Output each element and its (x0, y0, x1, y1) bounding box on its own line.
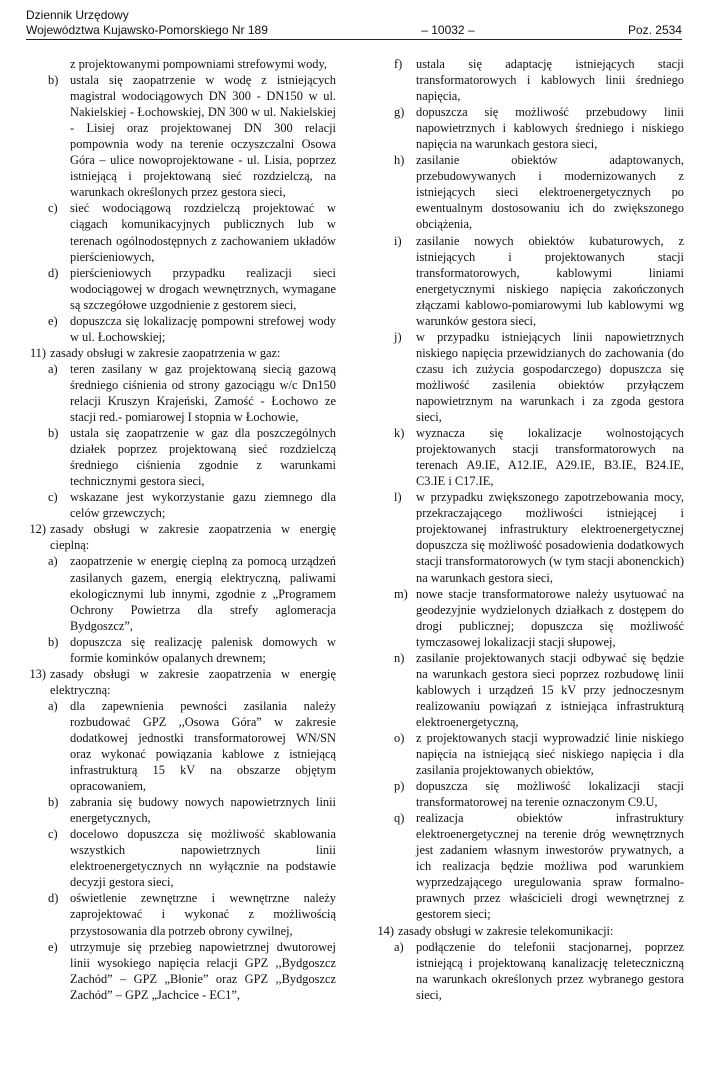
list-item (394, 425, 684, 489)
list-item (394, 810, 684, 922)
list-item-marker: c) (48, 490, 58, 505)
list-item-text: zabrania się budowy nowych napowietrznych linii energetycznych, (70, 795, 336, 826)
list-item-marker: h) (394, 153, 405, 168)
list-items-10 (24, 72, 336, 345)
point-marker: 14) (377, 923, 394, 938)
continued-text: z projektowanymi pompowniami strefowymi wody, (70, 57, 327, 71)
list-item-marker: i) (394, 233, 402, 248)
list-item-text: dopuszcza się możliwość lokalizacji stacji transformatorowej na terenie oznaczonym C9.U, (416, 779, 684, 810)
list-item-text: pierścieniowych przypadku realizacji sieci wodociągowej w drogach wewnętrznych, wymagane są szczegółowe uzgodnienie z gestorem sieci, (70, 265, 336, 312)
list-item-text: zasilanie projektowanych stacji odbywać się będzie na warunkach gestora sieci poprzez rozbudowę linii kablowych i urządzeń 15 kV przy jednoczesnym realizowaniu powiązań z istniejąca infrastrukturą elektroenergetyczną, (416, 650, 684, 729)
list-item-text: teren zasilany w gaz projektowaną siecią gazową średniego ciśnienia od strony gazociągu w/c Dn150 relacji Kruszyn Krajeński, Zamość - Łochowo ze stacji red.- pomiarowej I stopnia w Łochowie, (70, 361, 336, 425)
list-item-text: zasilanie obiektów adaptowanych, przebudowywanych i modernizowanych z istniejących sieci elektroenergetycznych po ewentualnym dostosowaniu ich do zwiększonego obciążenia, (416, 153, 684, 232)
list-item (48, 826, 336, 890)
point-text: zasady obsługi w zakresie zaopatrzenia w energię cieplną: (50, 522, 336, 553)
list-item-marker: a) (48, 698, 58, 713)
list-item-marker: d) (48, 265, 59, 280)
list-item-text: w przypadku istniejących linii napowietrznych niskiego napięcia przewidzianych do zachowania (do czasu ich zużycia gospodarczego) dopuszcza się możliwość zasilenia obiektów przyłączem napowietrznym na warunkach i za zgoda gestora sieci, (416, 329, 684, 425)
point-marker: 12) (29, 522, 46, 537)
position-number: Poz. 2534 (627, 23, 682, 37)
list-item (394, 489, 684, 585)
list-item (394, 104, 684, 152)
list-item-text: zasilanie nowych obiektów kubaturowych, z istniejących i projektowanych stacji transformatorowych, kablowymi liniami energetycznymi niskiego napięcia zakończonych złączami kablowo-pomiarowymi lub kablowymi wg warunków gestora sieci, (416, 233, 684, 328)
list-item-text: dopuszcza się możliwość przebudowy linii napowietrznych i kablowych średniego i niskiego napięcia na warunkach gestora sieci, (416, 105, 684, 152)
list-item-text: wyznacza się lokalizacje wolnostojących projektowanych stacji transformatorowych na terenach A9.IE, A12.IE, A29.IE, B3.IE, B24.IE, C3.IE i C17.IE, (416, 426, 684, 489)
list-item-marker: q) (394, 811, 405, 826)
list-item-marker: b) (48, 73, 59, 88)
list-item-text: podłączenie do telefonii stacjonarnej, poprzez istniejącą i projektowaną kanalizację teleteczniczną na warunkach określonych przez wybranego gestora sieci, (416, 939, 684, 1002)
journal-name: Województwa Kujawsko-Pomorskiego Nr 189 (26, 23, 268, 37)
page-number: – 10032 – (421, 23, 475, 37)
list-item-text: ustala się zaopatrzenie w gaz dla poszczególnych działek poprzez projektowaną sieć rozdzielczą średniego ciśnienia zgodnie z warunkami technicznymi gestora sieci, (70, 426, 336, 489)
list-item-marker: d) (48, 891, 59, 906)
list-item (48, 634, 336, 666)
list-item-text: realizacja obiektów infrastruktury elektroenergetycznej na terenie dróg wewnętrznych jest zadaniem własnym inwestorów prywatnych, a ich realizacja będzie możliwa pod warunkiem wyprzedzającego uregulowania spraw formalno-prawnych przez właścicieli drogi wewnętrznej z gestorem sieci; (416, 811, 684, 922)
list-item-text: ustala się adaptację istniejących stacji transformatorowych i kablowych linii średniego napięcia, (416, 57, 684, 104)
list-item-marker: a) (394, 939, 404, 954)
list-item (394, 56, 684, 104)
list-item (48, 489, 336, 521)
list-item (394, 586, 684, 650)
point-marker: 11) (29, 345, 46, 360)
list-item (394, 152, 684, 232)
list-item-marker: g) (394, 105, 405, 120)
list-item-marker: e) (48, 939, 58, 954)
list-item-marker: c) (48, 201, 58, 216)
header-row (26, 23, 682, 40)
list-item-marker: p) (394, 779, 405, 794)
list-item (48, 72, 336, 200)
list-item-marker: b) (48, 795, 59, 810)
point-text: zasady obsługi w zakresie zaopatrzenia w energię elektryczną: (50, 666, 336, 697)
list-item (48, 425, 336, 489)
list-item-marker: o) (394, 730, 405, 745)
list-item (48, 361, 336, 425)
list-item-text: dopuszcza się lokalizację pompowni strefowej wody w ul. Łochowskiej; (70, 313, 336, 344)
list-item-text: nowe stacje transformatorowe należy usytuować na geodezyjnie wydzielonych działkach z dostępem do drogi publicznej; dopuszcza się możliwość tymczasowej lokalizacji stacji słupowej, (416, 586, 684, 649)
list-item-marker: l) (394, 490, 402, 505)
list-item-text: z projektowanych stacji wyprowadzić linie niskiego napięcia na istniejącą sieć niskiego napięcia i dla zasilania projektowanych obiektów, (416, 730, 684, 778)
list-item (48, 200, 336, 264)
list-items-13 (24, 698, 336, 1003)
point-11 (24, 345, 336, 361)
list-item-marker: c) (48, 827, 58, 842)
list-item (394, 730, 684, 778)
point-13 (24, 666, 336, 698)
list-items-12 (24, 553, 336, 665)
list-item-marker: k) (394, 426, 405, 441)
list-item-marker: m) (394, 586, 408, 601)
list-item-marker: b) (48, 634, 59, 649)
list-items-11 (24, 361, 336, 521)
list-item-text: dla zapewnienia pewności zasilania należy rozbudować GPZ ,,Osowa Góra” w zakresie dodatkowej jednostki transformatorowej WN/SN oraz wykonać powiązania kablowe z istniejącą infrastrukturą 15 kV na obszarze objętym opracowaniem, (70, 698, 336, 794)
list-item-marker: a) (48, 361, 58, 376)
point-14 (372, 923, 684, 939)
list-item (48, 890, 336, 938)
list-item-marker: b) (48, 426, 59, 441)
point-marker: 13) (29, 666, 46, 681)
list-item (48, 939, 336, 1003)
journal-title: Dziennik Urzędowy (26, 8, 129, 22)
list-items-13-cont (372, 56, 684, 923)
list-item (394, 778, 684, 810)
left-column (24, 56, 336, 1003)
point-text: zasady obsługi w zakresie telekomunikacji: (398, 923, 614, 938)
list-item-text: w przypadku zwiększonego zapotrzebowania mocy, przekraczającego możliwości istniejącej i projektowanej infrastruktury elektroenergetycznej dopuszcza się możliwość posadowienia dodatkowych stacji transformatorowych (w tym stacji abonenckich) na warunkach gestora sieci, (416, 490, 684, 585)
list-item (394, 329, 684, 425)
page-header (26, 8, 682, 40)
list-item (48, 553, 336, 633)
list-item-marker: j) (394, 329, 402, 344)
list-item-marker: n) (394, 650, 405, 665)
list-items-14 (372, 939, 684, 1003)
right-column (372, 56, 684, 1003)
list-item (394, 650, 684, 730)
list-item (394, 233, 684, 329)
list-item-text: sieć wodociągową rozdzielczą projektować w ciągach komunikacyjnych publicznych lub w terenach ogólnodostępnych z zachowaniem układów pierścieniowych, (70, 201, 336, 264)
list-item-marker: e) (48, 313, 58, 328)
list-item (48, 265, 336, 313)
list-item-text: oświetlenie zewnętrzne i wewnętrzne należy zaprojektować i wykonać z możliwością przystosowania dla potrzeb obrony cywilnej, (70, 891, 336, 938)
list-item (48, 313, 336, 345)
list-item-marker: f) (394, 57, 403, 71)
list-item-text: wskazane jest wykorzystanie gazu ziemnego dla celów grzewczych; (70, 490, 336, 521)
point-text: zasady obsługi w zakresie zaopatrzenia w gaz: (50, 345, 281, 360)
list-item-text: zaopatrzenie w energię cieplną za pomocą urządzeń zasilanych gazem, energią elektryczną, paliwami ekologicznymi lub innymi, zgodnie z „Programem Ochrony Powietrza dla strefy aglomeracja Bydgoszcz”, (70, 554, 336, 633)
list-item-text: utrzymuje się przebieg napowietrznej dwutorowej linii wysokiego napięcia relacji GPZ ,,Bydgoszcz Zachód” – GPZ „Błonie” oraz GPZ ,,Bydgoszcz Zachód” – GPZ „Jachcice - EC1”, (70, 939, 336, 1002)
list-item (394, 939, 684, 1003)
list-item-text: ustala się zaopatrzenie w wodę z istniejących magistral wodociągowych DN 300 - DN150 w ul. Nakielskiej - Łochowskiej, DN 300 w ul. Nakielskiej - Lisiej oraz projektowanej DN 300 relacji pompownia wody na terenie oczyszczalni Osowa Góra – ulice nowoprojektowane - ul. Lisia, poprzez istniejącą i projektowaną sieć rozdzielczą, na warunkach określonych przez gestora sieci, (70, 73, 336, 200)
list-item (48, 794, 336, 826)
list-item (48, 698, 336, 794)
list-item-text: dopuszcza się realizację palenisk domowych w formie kominków opalanych drewnem; (70, 634, 336, 665)
point-12 (24, 521, 336, 553)
list-item-text: docelowo dopuszcza się możliwość skablowania wszystkich napowietrznych linii elektroenergetycznych nn wyłącznie na podstawie decyzji gestora sieci, (70, 827, 336, 890)
list-item-marker: a) (48, 554, 58, 569)
